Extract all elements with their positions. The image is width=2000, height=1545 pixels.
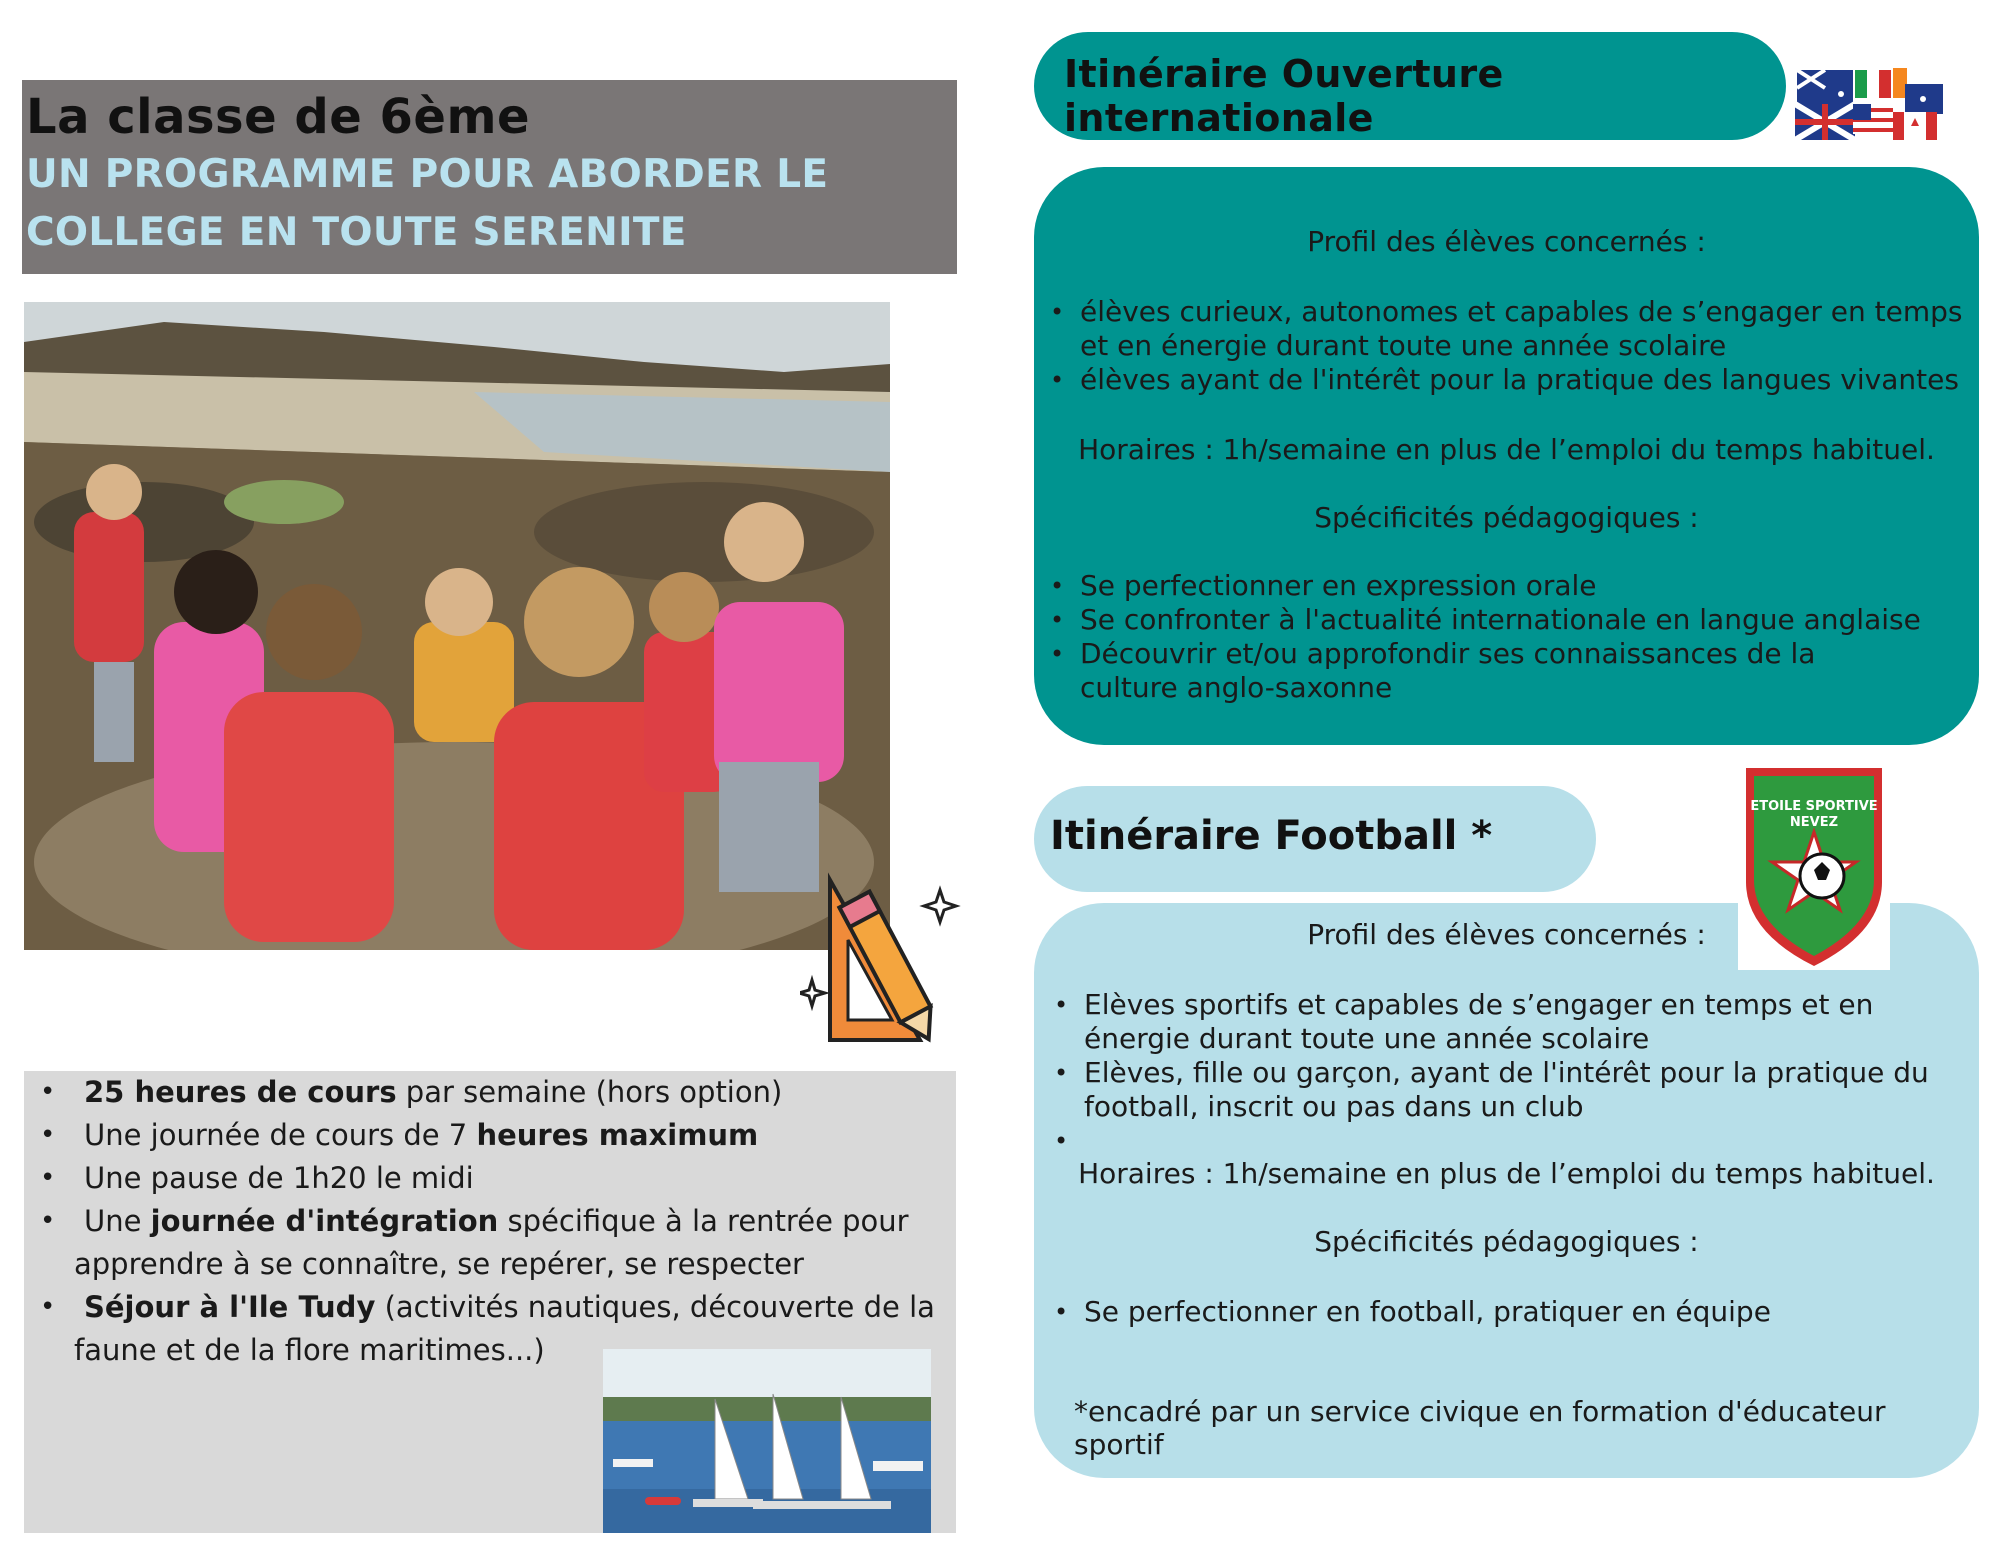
list-item: • Elèves sportifs et capables de s’engager en temps et en énergie durant toute une année scolaire	[1046, 988, 1966, 1056]
itinerary-intl-title-pill	[1034, 32, 1786, 140]
football-profile-list	[1046, 988, 1966, 1158]
list-item: • Se perfectionner en football, pratiquer en équipe	[1046, 1295, 1966, 1329]
club-logo-text-top: ETOILE SPORTIVE	[1750, 799, 1878, 814]
list-item: • Se confronter à l'actualité internationale en langue anglaise	[1042, 603, 1922, 637]
info-list	[24, 1071, 956, 1372]
itinerary-intl-card	[1034, 167, 1979, 745]
page-subtitle: UN PROGRAMME POUR ABORDER LE COLLEGE EN TOUTE SERENITE	[26, 152, 829, 255]
itinerary-football-title: Itinéraire Football *	[1050, 813, 1493, 859]
sailing-boats-photo	[603, 1349, 931, 1533]
flags-icon	[1795, 64, 1945, 144]
football-profile-heading: Profil des élèves concernés :	[1307, 918, 1706, 951]
football-hours: Horaires : 1h/semaine en plus de l’emploi du temps habituel.	[1078, 1157, 1935, 1190]
list-item: • 25 heures de cours par semaine (hors option)	[24, 1071, 956, 1114]
page-title: La classe de 6ème	[26, 89, 531, 145]
list-item	[1046, 1124, 1966, 1158]
club-logo-text-bottom: NEVEZ	[1789, 815, 1839, 830]
list-item: • Une journée d'intégration spécifique à la rentrée pour apprendre à se connaître, se repérer, se respecter	[24, 1200, 956, 1286]
list-item: • élèves curieux, autonomes et capables de s’engager en temps et en énergie durant toute une année scolaire	[1042, 295, 1972, 363]
list-item: • élèves ayant de l'intérêt pour la pratique des langues vivantes	[1042, 363, 1972, 397]
list-item: • Découvrir et/ou approfondir ses connaissances de la culture anglo-saxonne	[1042, 637, 1922, 705]
intl-spec-list	[1042, 569, 1922, 705]
football-spec-list	[1046, 1295, 1966, 1329]
intl-profile-list	[1042, 295, 1972, 397]
ruler-pencil-icon	[800, 870, 965, 1050]
itinerary-football-title-pill	[1034, 786, 1596, 892]
intl-profile-heading: Profil des élèves concernés :	[1307, 225, 1706, 258]
beach-class-photo	[24, 302, 890, 950]
itinerary-intl-title: Itinéraire Ouverture internationale	[1064, 52, 1504, 140]
club-logo	[1738, 762, 1890, 970]
list-item: • Séjour à l'Ile Tudy (activités nautiques, découverte de la faune et de la flore maritimes...)	[24, 1286, 956, 1372]
football-note: *encadré par un service civique en formation d'éducateur sportif	[1074, 1395, 1886, 1461]
list-item: • Se perfectionner en expression orale	[1042, 569, 1922, 603]
list-item: • Une pause de 1h20 le midi	[24, 1157, 956, 1200]
list-item: • Elèves, fille ou garçon, ayant de l'intérêt pour la pratique du football, inscrit ou pas dans un club	[1046, 1056, 1966, 1124]
football-spec-heading: Spécificités pédagogiques :	[1314, 1225, 1699, 1258]
itinerary-football-card	[1034, 903, 1979, 1478]
intl-spec-heading: Spécificités pédagogiques :	[1314, 501, 1699, 534]
header-banner	[22, 80, 957, 274]
intl-hours: Horaires : 1h/semaine en plus de l’emploi du temps habituel.	[1078, 433, 1935, 466]
list-item: • Une journée de cours de 7 heures maximum	[24, 1114, 956, 1157]
